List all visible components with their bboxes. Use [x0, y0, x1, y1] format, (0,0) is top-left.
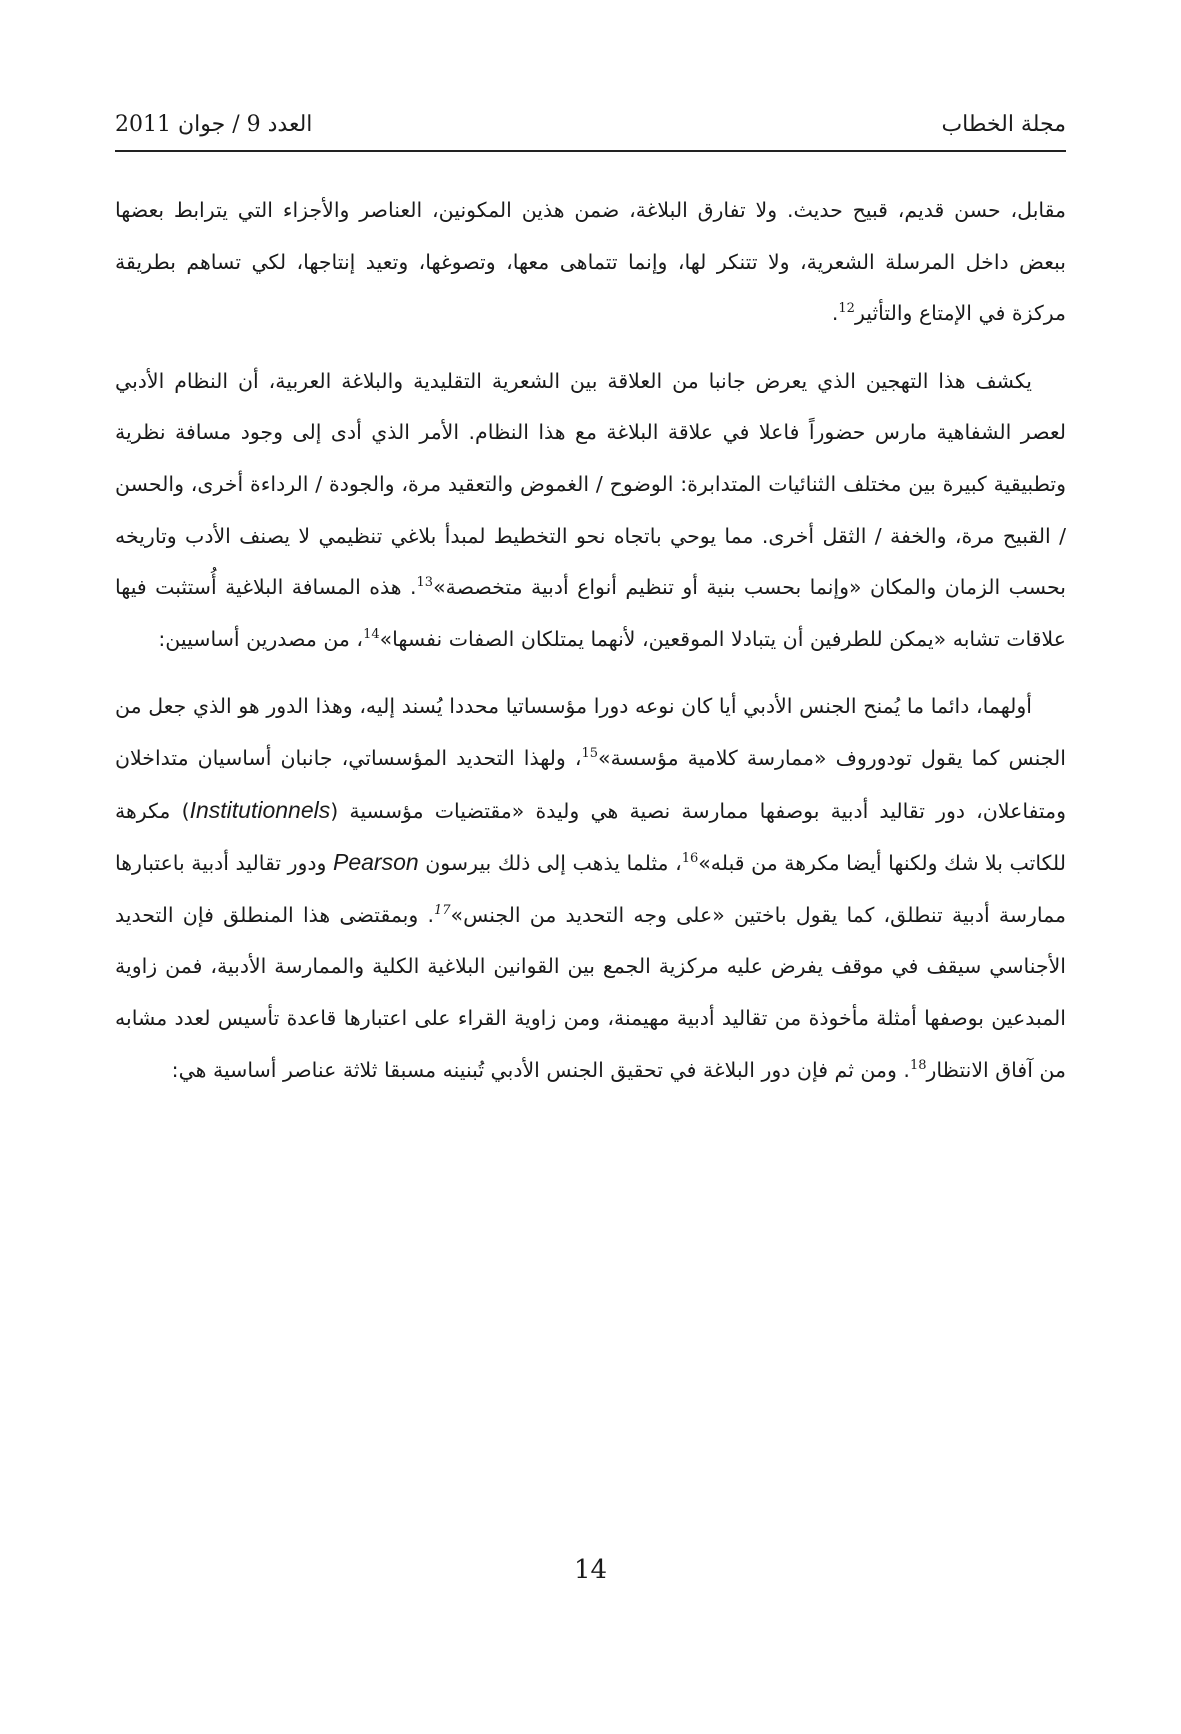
footnote-ref-17: 17	[434, 902, 451, 918]
paragraph-1	[115, 185, 1066, 340]
latin-term-institutionnels: Institutionnels	[189, 796, 331, 823]
footnote-ref-15: 15	[581, 746, 599, 762]
paragraph-3-part-c: ) مكرهة للكاتب بلا شك ولكنها أيضا مكرهة من قبله»	[115, 798, 1066, 876]
paragraph-3	[115, 681, 1066, 1096]
paragraph-3-part-a: أولهما، دائما ما يُمنح الجنس الأدبي أيا كان نوعه دورا مؤسساتيا محددا يُسند إليه، وهذا الدور هو الذي جعل من الجنس كما يقول تودوروف «ممارسة كلامية مؤسسة»	[115, 694, 1066, 770]
body-text	[115, 185, 1066, 1096]
page-number: 14	[573, 1555, 608, 1585]
paragraph-1-text: مقابل، حسن قديم، قبيح حديث. ولا تفارق البلاغة، ضمن هذين المكونين، العناصر والأجزاء التي يترابط بعضها ببعض داخل المرسلة الشعرية، ولا تتنكر لها، وإنما تتماهى معها، وتصوغها، وتعيد إنتاجها، لكي تساهم بطريقة مركزة في الإمتاع والتأثير	[115, 198, 1066, 326]
journal-title: مجلة الخطاب	[941, 112, 1066, 137]
footnote-ref-12: 12	[838, 301, 855, 317]
paragraph-3-part-g: . ومن ثم فإن دور البلاغة في تحقيق الجنس الأدبي تُبنينه مسبقا ثلاثة عناصر أساسية هي:	[171, 1057, 910, 1082]
paragraph-3-part-d: ، مثلما يذهب إلى ذلك بيرسون	[425, 851, 682, 876]
footnote-ref-14: 14	[363, 626, 380, 642]
paragraph-2-part-c: ، من مصدرين أساسيين:	[158, 626, 364, 651]
latin-name-pearson: Pearson	[332, 849, 419, 876]
running-header	[115, 110, 1066, 152]
paragraph-2-part-a: يكشف هذا التهجين الذي يعرض جانبا من العلاقة بين الشعرية التقليدية والبلاغة العربية، أن النظام الأدبي لعصر الشفاهية مارس حضوراً فاعلا في علاقة البلاغة مع هذا النظام. الأمر الذي أدى إلى وجود مسافة نظرية وتطبيقية كبيرة بين مختلف الثنائيات المتدابرة: الوضوح / الغموض والتعقيد مرة، والجودة / الرداءة أخرى، والحسن / القبيح مرة، والخفة / الثقل أخرى. مما يوحي باتجاه نحو التخطيط لمبدأ بلاغي تنظيمي لا يصنف الأدب وتاريخه بحسب الزمان والمكان «وإنما بحسب بنية أو تنظيم أنواع أدبية متخصصة»	[115, 368, 1066, 600]
paragraph-3-part-b: ، ولهذا التحديد المؤسساتي، جانبان أساسيان متداخلان ومتفاعلان، دور تقاليد أدبية بوصفها ممارسة نصية هي وليدة «مقتضيات مؤسسية (	[115, 745, 1066, 823]
paragraph-2-part-b: . هذه المسافة البلاغية أُستثبت فيها علاقات تشابه «يمكن للطرفين أن يتبادلا الموقعين، لأنهما يمتلكان الصفات نفسها»	[115, 575, 1066, 651]
paragraph-3-part-e: ودور تقاليد أدبية باعتبارها ممارسة أدبية تنطلق، كما يقول باختين «على وجه التحديد من الجنس»	[115, 851, 1066, 927]
paragraph-2	[115, 356, 1066, 666]
footnote-ref-16: 16	[681, 851, 699, 867]
paragraph-3-part-f: . وبمقتضى هذا المنطلق فإن التحديد الأجناسي سيقف في موقف يفرض عليه مركزية الجمع بين القوانين البلاغية الكلية والممارسة الأدبية، فمن زاوية المبدعين بوصفها أمثلة مأخوذة من تقاليد أدبية مهيمنة، ومن زاوية القراء على اعتبارها قاعدة تأسيس لعدد مشابه من آفاق الانتظار	[115, 902, 1066, 1082]
footnote-ref-13: 13	[416, 575, 434, 591]
paragraph-1-end: .	[831, 301, 839, 326]
footnote-ref-18: 18	[909, 1057, 927, 1073]
issue-info: العدد 9 / جوان 2011	[115, 112, 313, 137]
